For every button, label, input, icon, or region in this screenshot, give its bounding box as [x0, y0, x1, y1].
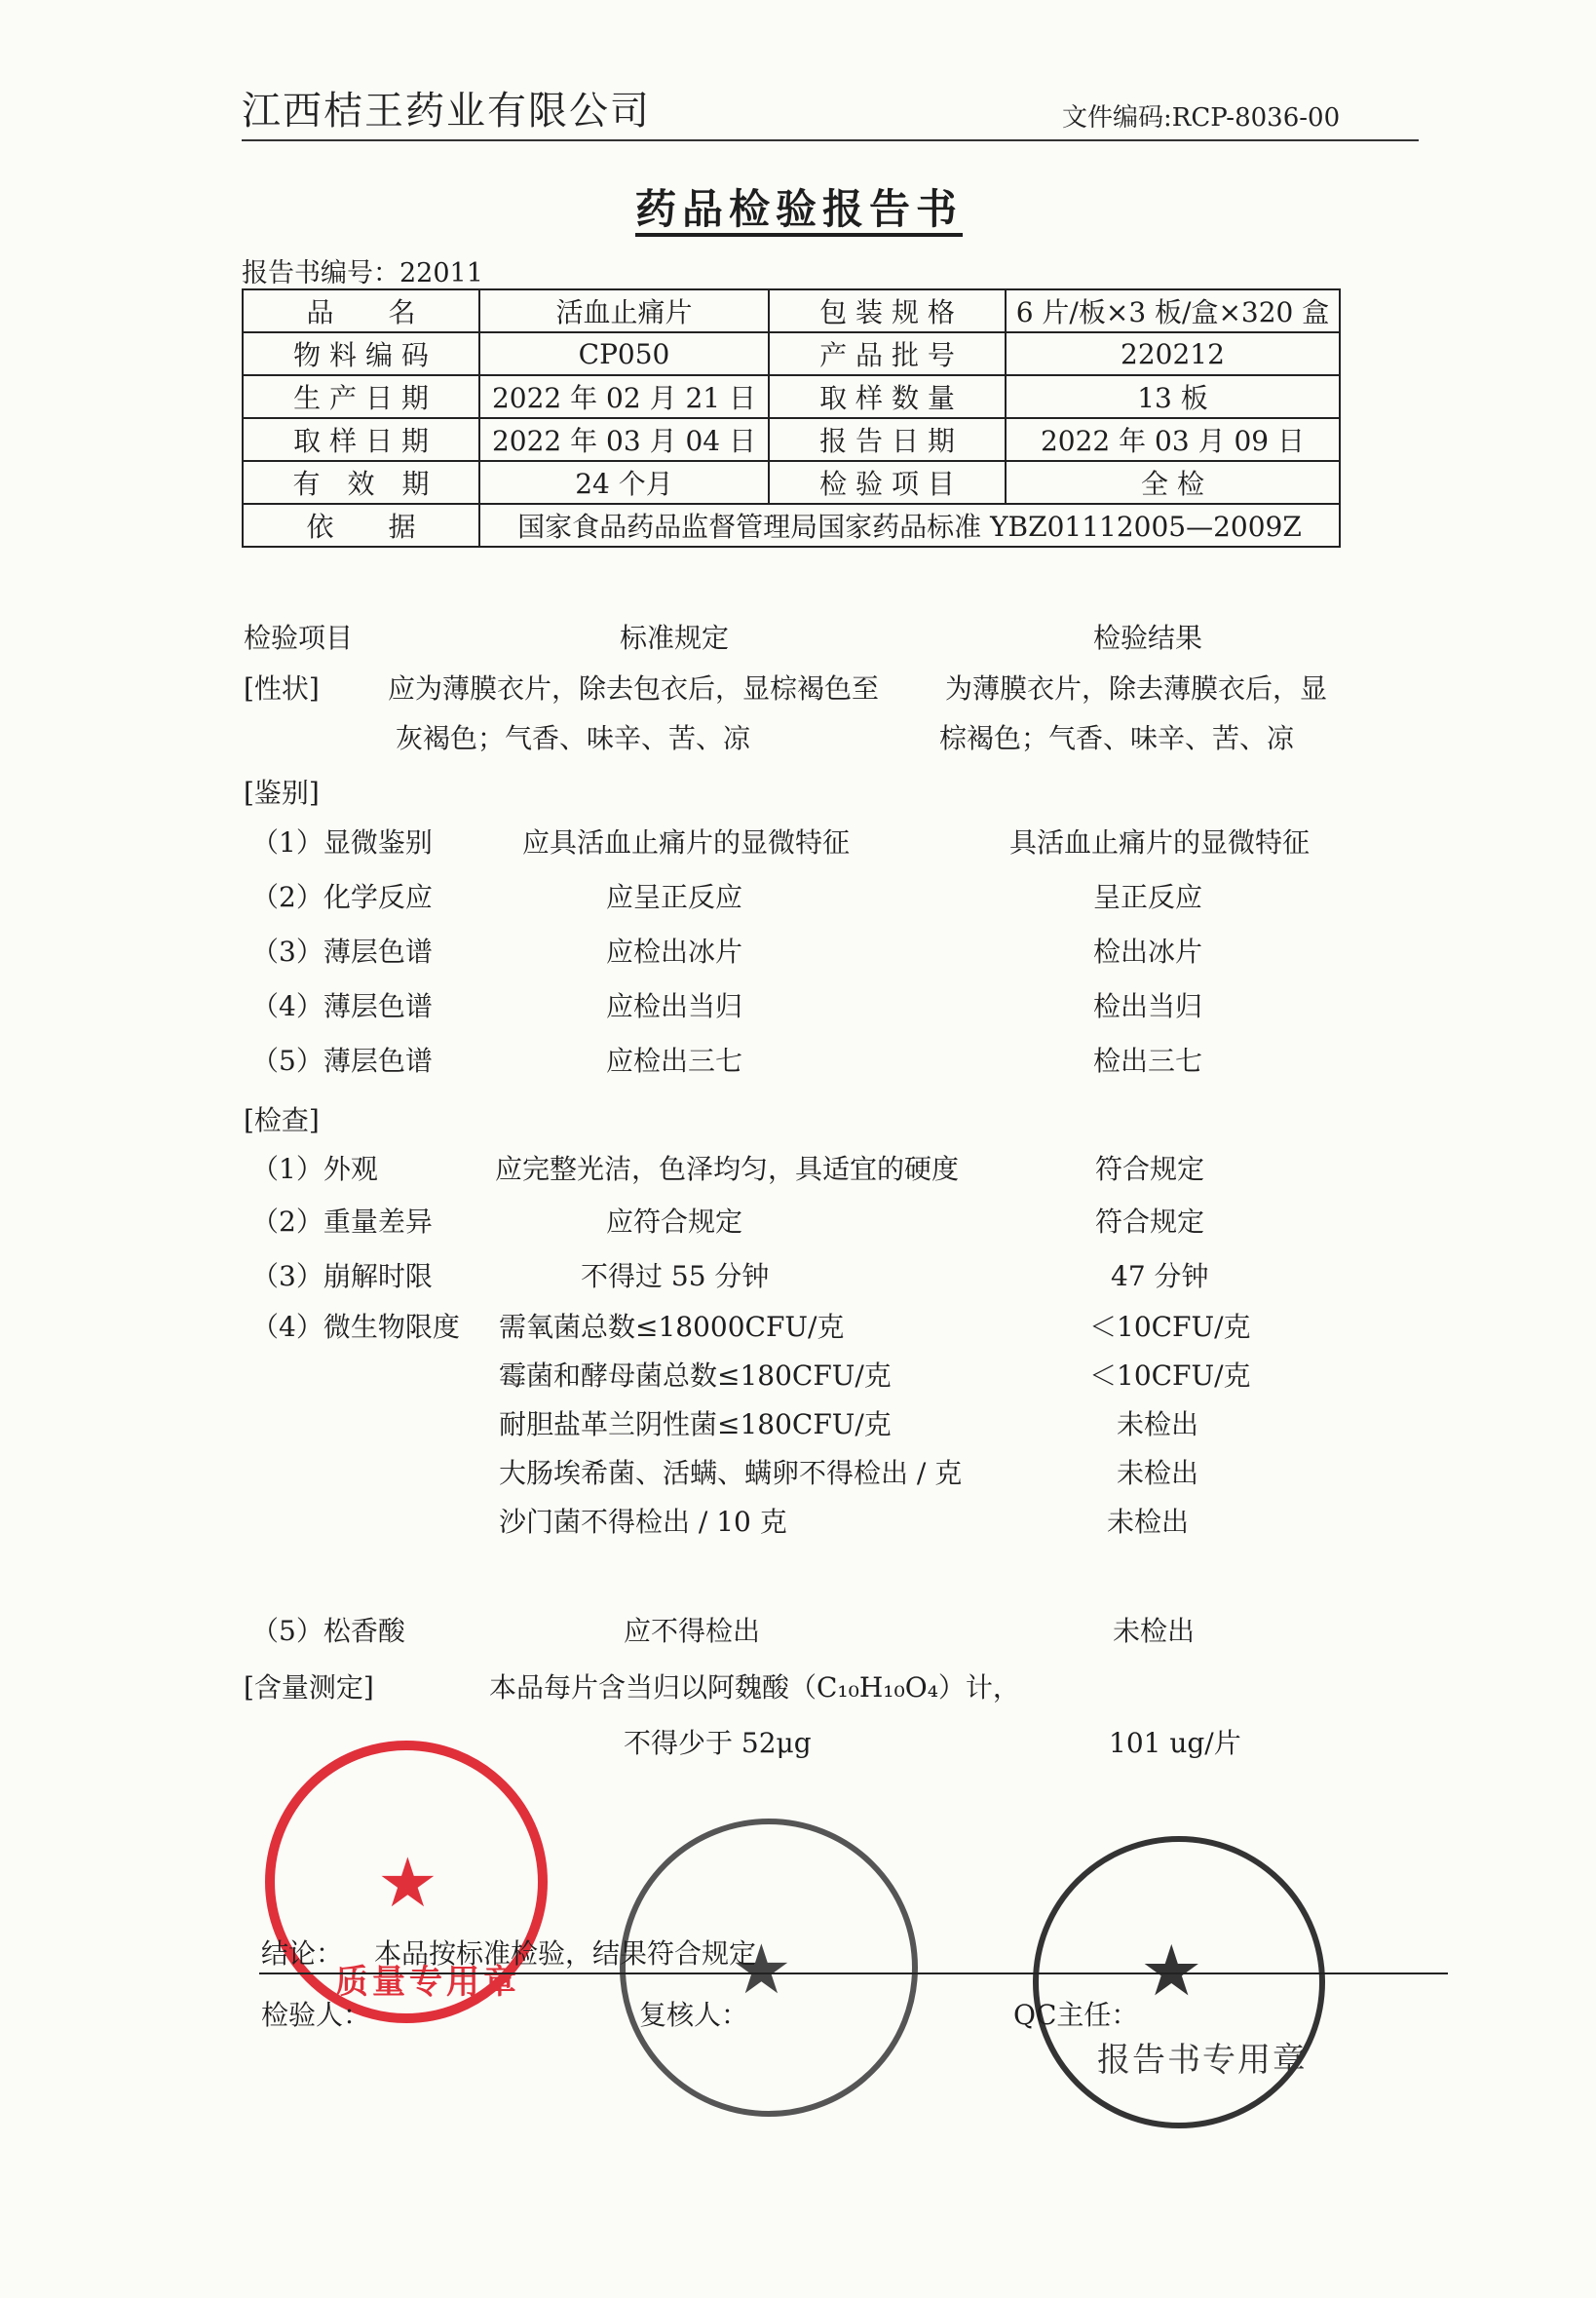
test-result: 检出三七 — [1093, 1045, 1203, 1077]
info-row — [243, 332, 1340, 375]
section-assay: [含量测定] — [244, 1671, 374, 1704]
info-label: 报 告 日 期 — [769, 418, 1006, 461]
character-standard-line1: 应为薄膜衣片，除去包衣后，显棕褐色至 — [388, 672, 880, 705]
info-value: 24 个月 — [479, 461, 769, 504]
test-result: 具活血止痛片的显微特征 — [1009, 826, 1311, 859]
test-result: 未检出 — [1107, 1506, 1190, 1538]
test-standard: 不得过 55 分钟 — [581, 1260, 770, 1292]
info-label: 取 样 日 期 — [243, 418, 479, 461]
test-item: （4）薄层色谱 — [251, 990, 433, 1022]
seal-subtitle: 质量专用章 — [335, 1963, 520, 2002]
inspector-label: 检验人： — [261, 1999, 371, 2031]
test-standard: 应完整光洁，色泽均匀，具适宜的硬度 — [495, 1153, 960, 1185]
info-value: 6 片/板×3 板/盒×320 盒 — [1006, 289, 1340, 332]
test-item: （3）薄层色谱 — [251, 936, 433, 968]
red-company-seal — [265, 1741, 548, 2023]
report-seal — [1033, 1836, 1325, 2128]
info-row — [243, 289, 1340, 332]
info-value: 220212 — [1006, 332, 1340, 375]
info-value: 全 检 — [1006, 461, 1340, 504]
character-standard-line2: 灰褐色；气香、味辛、苦、凉 — [396, 722, 751, 754]
info-value-basis: 国家食品药品监督管理局国家药品标准 YBZ01112005—2009Z — [479, 504, 1340, 547]
info-label: 品 名 — [243, 289, 479, 332]
test-standard: 霉菌和酵母菌总数≤180CFU/克 — [499, 1360, 892, 1392]
document-number: 文件编码:RCP-8036-00 — [1062, 103, 1341, 133]
info-label: 检 验 项 目 — [769, 461, 1006, 504]
test-standard: 应检出三七 — [606, 1045, 743, 1077]
test-standard: 应不得检出 — [624, 1615, 761, 1647]
company-name: 江西桔王药业有限公司 — [242, 89, 651, 134]
test-standard: 应符合规定 — [606, 1206, 743, 1238]
header-rule — [242, 139, 1419, 141]
test-result: ＜10CFU/克 — [1089, 1311, 1251, 1343]
info-label: 取 样 数 量 — [769, 375, 1006, 418]
test-result: 符合规定 — [1095, 1206, 1205, 1238]
test-item: （2）化学反应 — [251, 881, 433, 913]
info-label: 产 品 批 号 — [769, 332, 1006, 375]
info-value: 13 板 — [1006, 375, 1340, 418]
test-standard: 应检出冰片 — [606, 936, 743, 968]
test-result: 未检出 — [1117, 1457, 1199, 1489]
section-identification: [鉴别] — [244, 777, 320, 809]
info-row — [243, 418, 1340, 461]
info-value: 2022 年 03 月 09 日 — [1006, 418, 1340, 461]
info-value: 活血止痛片 — [479, 289, 769, 332]
assay-result: 101 ug/片 — [1109, 1727, 1241, 1759]
info-row — [243, 375, 1340, 418]
test-item: （2）重量差异 — [251, 1206, 433, 1238]
star-icon: ★ — [1140, 1930, 1203, 2011]
report-number: 报告书编号：22011 — [242, 258, 483, 288]
info-value: 2022 年 03 月 04 日 — [479, 418, 769, 461]
test-item: （1）外观 — [251, 1153, 378, 1185]
column-header-item: 检验项目 — [244, 622, 354, 654]
info-value: 2022 年 02 月 21 日 — [479, 375, 769, 418]
seal-subtitle: 报告书专用章 — [1097, 2041, 1308, 2080]
test-result: 符合规定 — [1095, 1153, 1205, 1185]
test-result: 检出当归 — [1093, 990, 1203, 1022]
assay-standard-line2: 不得少于 52μg — [624, 1727, 812, 1759]
test-standard: 大肠埃希菌、活螨、螨卵不得检出 / 克 — [499, 1457, 963, 1489]
section-inspection: [检查] — [244, 1104, 320, 1136]
column-header-result: 检验结果 — [1093, 622, 1203, 654]
info-value: CP050 — [479, 332, 769, 375]
test-item: （5）松香酸 — [251, 1615, 405, 1647]
test-result: 47 分钟 — [1111, 1260, 1209, 1292]
reviewer-label: 复核人： — [639, 1999, 749, 2031]
test-standard: 需氧菌总数≤18000CFU/克 — [499, 1311, 845, 1343]
test-result: ＜10CFU/克 — [1089, 1360, 1251, 1392]
test-standard: 应呈正反应 — [606, 881, 743, 913]
test-item: （3）崩解时限 — [251, 1260, 433, 1292]
product-info-table — [242, 288, 1341, 548]
character-result-line2: 棕褐色；气香、味辛、苦、凉 — [939, 722, 1295, 754]
test-item: （4）微生物限度 — [251, 1311, 460, 1343]
test-result: 检出冰片 — [1093, 936, 1203, 968]
report-title: 药品检验报告书 — [635, 185, 964, 233]
star-icon: ★ — [377, 1843, 438, 1923]
info-row-basis — [243, 504, 1340, 547]
test-result: 呈正反应 — [1093, 881, 1203, 913]
info-row — [243, 461, 1340, 504]
assay-standard-line1: 本品每片含当归以阿魏酸（C₁₀H₁₀O₄）计， — [489, 1671, 1020, 1704]
test-result: 未检出 — [1113, 1615, 1196, 1647]
character-result-line1: 为薄膜衣片，除去薄膜衣后，显 — [945, 672, 1328, 705]
test-result: 未检出 — [1117, 1408, 1199, 1440]
signature-rule — [259, 1972, 1448, 1974]
test-item: （1）显微鉴别 — [251, 826, 433, 859]
conclusion-label: 结论： — [261, 1937, 344, 1970]
info-label: 包 装 规 格 — [769, 289, 1006, 332]
test-standard: 沙门菌不得检出 / 10 克 — [499, 1506, 787, 1538]
info-label: 依 据 — [243, 504, 479, 547]
section-character: [性状] — [244, 672, 320, 705]
conclusion-text: 本品按标准检验，结果符合规定 — [374, 1937, 757, 1970]
qc-director-label: QC主任： — [1013, 1999, 1139, 2031]
info-label: 物 料 编 码 — [243, 332, 479, 375]
test-standard: 应检出当归 — [606, 990, 743, 1022]
star-icon: ★ — [731, 1930, 792, 2010]
column-header-standard: 标准规定 — [620, 622, 730, 654]
info-label: 有 效 期 — [243, 461, 479, 504]
info-label: 生 产 日 期 — [243, 375, 479, 418]
test-standard: 耐胆盐革兰阴性菌≤180CFU/克 — [499, 1408, 892, 1440]
test-standard: 应具活血止痛片的显微特征 — [522, 826, 851, 859]
test-item: （5）薄层色谱 — [251, 1045, 433, 1077]
